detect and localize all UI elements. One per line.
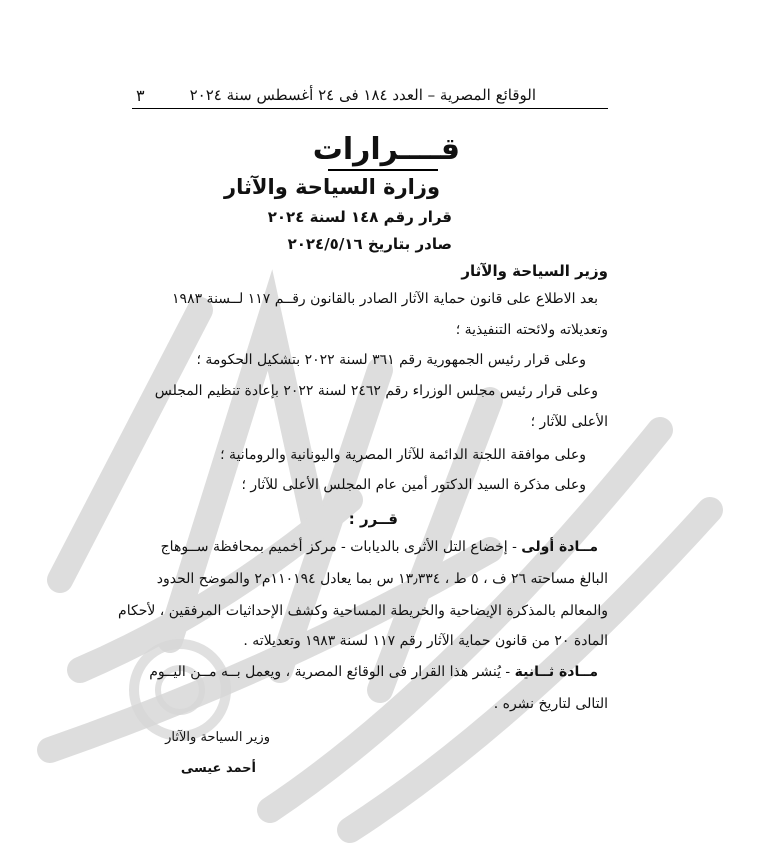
article-two-text: - يُنشر هذا القرار فى الوقائع المصرية ، ويعمل بــه مــن اليــوم xyxy=(149,664,511,680)
decree-number: قرار رقم ١٤٨ لسنة ٢٠٢٤ xyxy=(267,208,452,226)
article-two-label: مــادة ثــانية xyxy=(514,664,598,680)
article-one-line: والمعالم بالمذكرة الإيضاحية والخريطة المساحية وكشف الإحداثيات المرفقين ، لأحكام xyxy=(118,603,608,619)
title-block xyxy=(240,132,470,167)
preamble-line: وتعديلاته ولائحته التنفيذية ؛ xyxy=(455,322,608,338)
article-two-line: التالى لتاريخ نشره . xyxy=(493,696,608,712)
article-two-line xyxy=(149,664,598,680)
page-number: ٣ xyxy=(136,86,145,105)
preamble-line: الأعلى للآثار ؛ xyxy=(530,414,608,430)
issuer-heading: وزير السياحة والآثار xyxy=(461,262,608,280)
page-header xyxy=(132,86,608,109)
gazette-header-text: الوقائع المصرية – العدد ١٨٤ فى ٢٤ أغسطس سنة ٢٠٢٤ xyxy=(189,86,536,104)
signature-title: وزير السياحة والآثار xyxy=(165,730,270,745)
page-title: قــــرارات xyxy=(312,132,460,167)
preamble-line: وعلى قرار رئيس الجمهورية رقم ٣٦١ لسنة ٢٠٢٢ بتشكيل الحكومة ؛ xyxy=(196,352,586,368)
article-one-line: البالغ مساحته ٢٦ ف ، ٥ ط ، ١٣٫٣٣٤ س بما يعادل ١١٠١٩٤م٢ والموضح الحدود xyxy=(156,571,608,587)
article-one-text: - إخضاع التل الأثرى بالديابات - مركز أخميم بمحافظة ســوهاج xyxy=(160,539,517,555)
ministry-heading: وزارة السياحة والآثار xyxy=(224,175,440,199)
preamble-line: وعلى مذكرة السيد الدكتور أمين عام المجلس الأعلى للآثار ؛ xyxy=(241,477,586,493)
article-one-line xyxy=(161,539,598,555)
article-one-label: مــادة أولى xyxy=(521,539,598,555)
title-underline xyxy=(328,169,438,171)
article-one-line: المادة ٢٠ من قانون حماية الآثار رقم ١١٧ لسنة ١٩٨٣ وتعديلاته . xyxy=(243,633,608,649)
preamble-line: بعد الاطلاع على قانون حماية الآثار الصادر بالقانون رقــم ١١٧ لــسنة ١٩٨٣ xyxy=(172,291,598,307)
signature-name: أحمد عيسى xyxy=(180,761,256,776)
decree-date: صادر بتاريخ ٢٠٢٤/٥/١٦ xyxy=(287,235,452,253)
preamble-line: وعلى قرار رئيس مجلس الوزراء رقم ٢٤٦٢ لسنة ٢٠٢٢ بإعادة تنظيم المجلس xyxy=(154,383,598,399)
decision-heading: قــرر : xyxy=(348,510,398,528)
preamble-line: وعلى موافقة اللجنة الدائمة للآثار المصرية واليونانية والرومانية ؛ xyxy=(220,447,586,463)
